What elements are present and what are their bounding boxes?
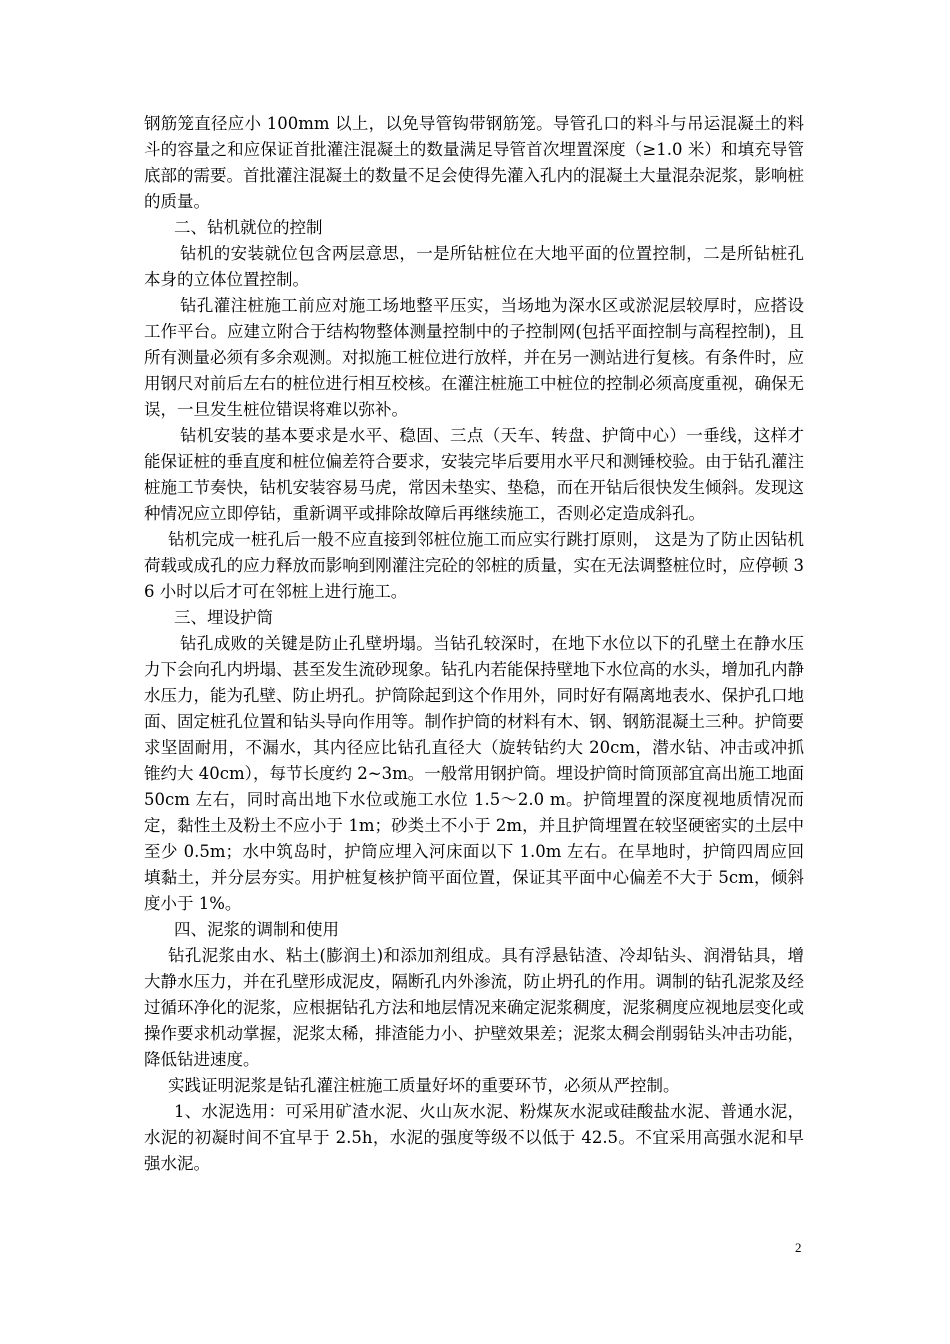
section-heading-mud: 四、泥浆的调制和使用 bbox=[174, 920, 339, 939]
paragraph-cement-selection: 1、水泥选用：可采用矿渣水泥、火山灰水泥、粉煤灰水泥或硅酸盐水泥、普通水泥，水泥的初凝时间不宜早于 2.5h，水泥的强度等级不以低于 42.5。不宜采用高强水泥和早强水泥。 bbox=[144, 1102, 804, 1173]
paragraph-mud-composition: 钻孔泥浆由水、粘土(膨润土)和添加剂组成。具有浮悬钻渣、冷却钻头、润滑钻具，增大静水压力，并在孔壁形成泥皮，隔断孔内外渗流，防止坍孔的作用。调制的钻孔泥浆及经过循环净化的泥浆，应根据钻孔方法和地层情况来确定泥浆稠度，泥浆稠度应视地层变化或操作要求机动掌握，泥浆太稀，排渣能力小、护壁效果差；泥浆太稠会削弱钻头冲击功能，降低钻进速度。 bbox=[144, 946, 804, 1069]
paragraph-skip-drilling: 钻机完成一桩孔后一般不应直接到邻桩位施工而应实行跳打原则， 这是为了防止因钻机荷载或成孔的应力释放而影响到刚灌注完砼的邻桩的质量，实在无法调整桩位时，应停顿 36 小时以后才可在邻桩上进行施工。 bbox=[144, 530, 804, 601]
paragraph-rig-installation-meaning: 钻机的安装就位包含两层意思，一是所钻桩位在大地平面的位置控制，二是所钻桩孔本身的立体位置控制。 bbox=[144, 244, 804, 289]
paragraph-casing-details: 钻孔成败的关键是防止孔壁坍塌。当钻孔较深时，在地下水位以下的孔壁土在静水压力下会向孔内坍塌、甚至发生流砂现象。钻孔内若能保持壁地下水位高的水头，增加孔内静水压力，能为孔壁、防止坍孔。护筒除起到这个作用外，同时好有隔离地表水、保护孔口地面、固定桩孔位置和钻头导向作用等。制作护筒的材料有木、钢、钢筋混凝土三种。护筒要求坚固耐用，不漏水，其内径应比钻孔直径大（旋转钻约大 20cm，潜水钻、冲击或冲抓锥约大 40cm），每节长度约 2~3m。一般常用钢护筒。埋设护筒时筒顶部宜高出施工地面 50cm 左右，同时高出地下水位或施工水位 1.5～2.0 m。护筒埋置的深度视地质情况而定，黏性土及粉土不应小于 1m；砂类土不小于 2m，并且护筒埋置在较坚硬密实的土层中至少 0.5m；水中筑岛时，护筒应埋入河床面以下 1.0m 左右。在旱地时，护筒四周应回填黏土，并分层夯实。用护桩复核护筒平面位置，保证其平面中心偏差不大于 5cm，倾斜度小于 1%。 bbox=[144, 634, 804, 913]
paragraph-rebar-cage: 钢筋笼直径应小 100mm 以上，以免导管钩带钢筋笼。导管孔口的料斗与吊运混凝土的料斗的容量之和应保证首批灌注混凝土的数量满足导管首次埋置深度（≥1.0 米）和填充导管底部的需要。首批灌注混凝土的数量不足会使得先灌入孔内的混凝土大量混杂泥浆，影响桩的质量。 bbox=[144, 114, 804, 211]
section-heading-casing: 三、埋设护筒 bbox=[174, 608, 273, 627]
body-text bbox=[144, 111, 804, 1177]
section-heading-rig-positioning: 二、钻机就位的控制 bbox=[174, 218, 323, 237]
paragraph-mud-importance: 实践证明泥浆是钻孔灌注桩施工质量好坏的重要环节，必须从严控制。 bbox=[168, 1076, 680, 1095]
paragraph-site-preparation: 钻孔灌注桩施工前应对施工场地整平压实，当场地为深水区或淤泥层较厚时，应搭设工作平台。应建立附合于结构物整体测量控制中的子控制网(包括平面控制与高程控制)，且所有测量必须有多余观测。对拟施工桩位进行放样，并在另一测站进行复核。有条件时，应用钢尺对前后左右的桩位进行相互校核。在灌注桩施工中桩位的控制必须高度重视，确保无误，一旦发生桩位错误将难以弥补。 bbox=[144, 296, 804, 419]
paragraph-rig-requirements: 钻机安装的基本要求是水平、稳固、三点（天车、转盘、护筒中心）一垂线，这样才能保证桩的垂直度和桩位偏差符合要求，安装完毕后要用水平尺和测锤校验。由于钻孔灌注桩施工节奏快，钻机安装容易马虎，常因未垫实、垫稳，而在开钻后很快发生倾斜。发现这种情况应立即停钻，重新调平或排除故障后再继续施工，否则必定造成斜孔。 bbox=[144, 426, 804, 523]
page-number: 2 bbox=[795, 1240, 802, 1255]
